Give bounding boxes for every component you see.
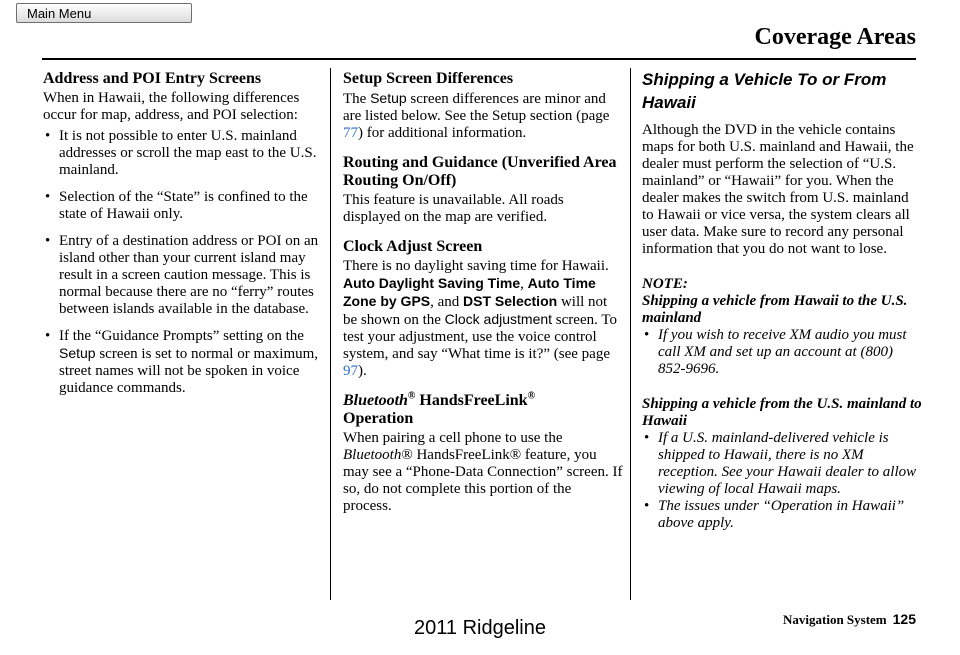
page-link[interactable]: 77 [343,125,358,141]
bullet-icon: • [45,328,51,344]
paragraph: Although the DVD in the vehicle contains maps for both U.S. mainland and Hawaii, the dealer must perform the selection of “U.S. mainland” or “Hawaii” for you. When the dealer makes the switch from U.S. mainland to Hawaii or vice versa, the system clears all user data. Make sure to record any personal information that you do not want to lose. [642,122,914,257]
bullet-icon: • [45,128,51,144]
bullet-icon: • [644,327,650,343]
list-item: • If a U.S. mainland-delivered vehicle is shipped to Hawaii, there is no XM reception. See your Hawaii dealer to allow viewing of local Hawaii maps. [644,430,917,497]
column-left [43,68,323,407]
paragraph: This feature is unavailable. All roads displayed on the map are verified. [343,192,564,225]
column-divider [330,68,331,600]
note-list [642,430,922,532]
title-rule [42,58,916,60]
bullet-icon: • [644,498,650,514]
section-heading: Setup Screen Differences [343,70,514,87]
section-heading: Clock Adjust Screen [343,238,483,255]
page-number: 125 [892,611,916,627]
bullet-icon: • [45,189,51,205]
setup-term: Setup [59,345,96,361]
list-item: • If you wish to receive XM audio you must call XM and set up an account at (800) 852-9696. [644,327,907,377]
list-item: • If the “Guidance Prompts” setting on the Setup screen is set to normal or maximum, street names will not be spoken in voice guidance commands. [45,328,319,396]
column-right [642,68,922,532]
note-list [642,327,922,378]
section-heading: Bluetooth® HandsFreeLink® Operation [343,390,536,427]
list-item: • It is not possible to enter U.S. mainland addresses or scroll the map east to the U.S. mainland. [45,128,317,178]
footer-section: Navigation System [783,612,887,627]
main-menu-button[interactable]: Main Menu [16,3,192,23]
list-item: • The issues under “Operation in Hawaii” above apply. [644,498,905,531]
watermark: 2011 Ridgeline [414,617,546,639]
page-link[interactable]: 97 [343,363,358,379]
bullet-list [43,128,323,397]
list-item: • Selection of the “State” is confined to the state of Hawaii only. [45,189,308,222]
paragraph: When pairing a cell phone to use the Bluetooth® HandsFreeLink® feature, you may see a “Phone-Data Connection” screen. If so, do not complete this portion of the process. [343,430,623,514]
section-heading: Shipping a Vehicle To or From Hawaii [642,70,887,112]
section-heading: Routing and Guidance (Unverified Area Routing On/Off) [343,154,617,189]
note-subheading: Shipping a vehicle from Hawaii to the U.S. mainland [642,293,908,326]
bullet-icon: • [45,233,51,249]
section-heading: Address and POI Entry Screens [43,70,262,87]
paragraph: There is no daylight saving time for Hawaii. Auto Daylight Saving Time, Auto Time Zone by GPS, and DST Selection will not be shown on the Clock adjustment screen. To test your adjustment, use the voice control system, and say “What time is it?” (see page 97). [343,258,617,379]
note-subheading: Shipping a vehicle from the U.S. mainland to Hawaii [642,396,922,429]
paragraph: The Setup screen differences are minor and are listed below. See the Setup section (page 77) for additional information. [343,90,610,141]
bullet-icon: • [644,430,650,446]
note-label: NOTE: [642,276,688,292]
column-middle [343,68,623,515]
paragraph: When in Hawaii, the following differences occur for map, address, and POI selection: [43,90,300,123]
column-divider [630,68,631,600]
page-title: Coverage Areas [754,24,916,50]
list-item: • Entry of a destination address or POI on an island other than your current island may result in a screen caution message. This is normal because there are no “ferry” routes between islands available in the database. [45,233,319,317]
